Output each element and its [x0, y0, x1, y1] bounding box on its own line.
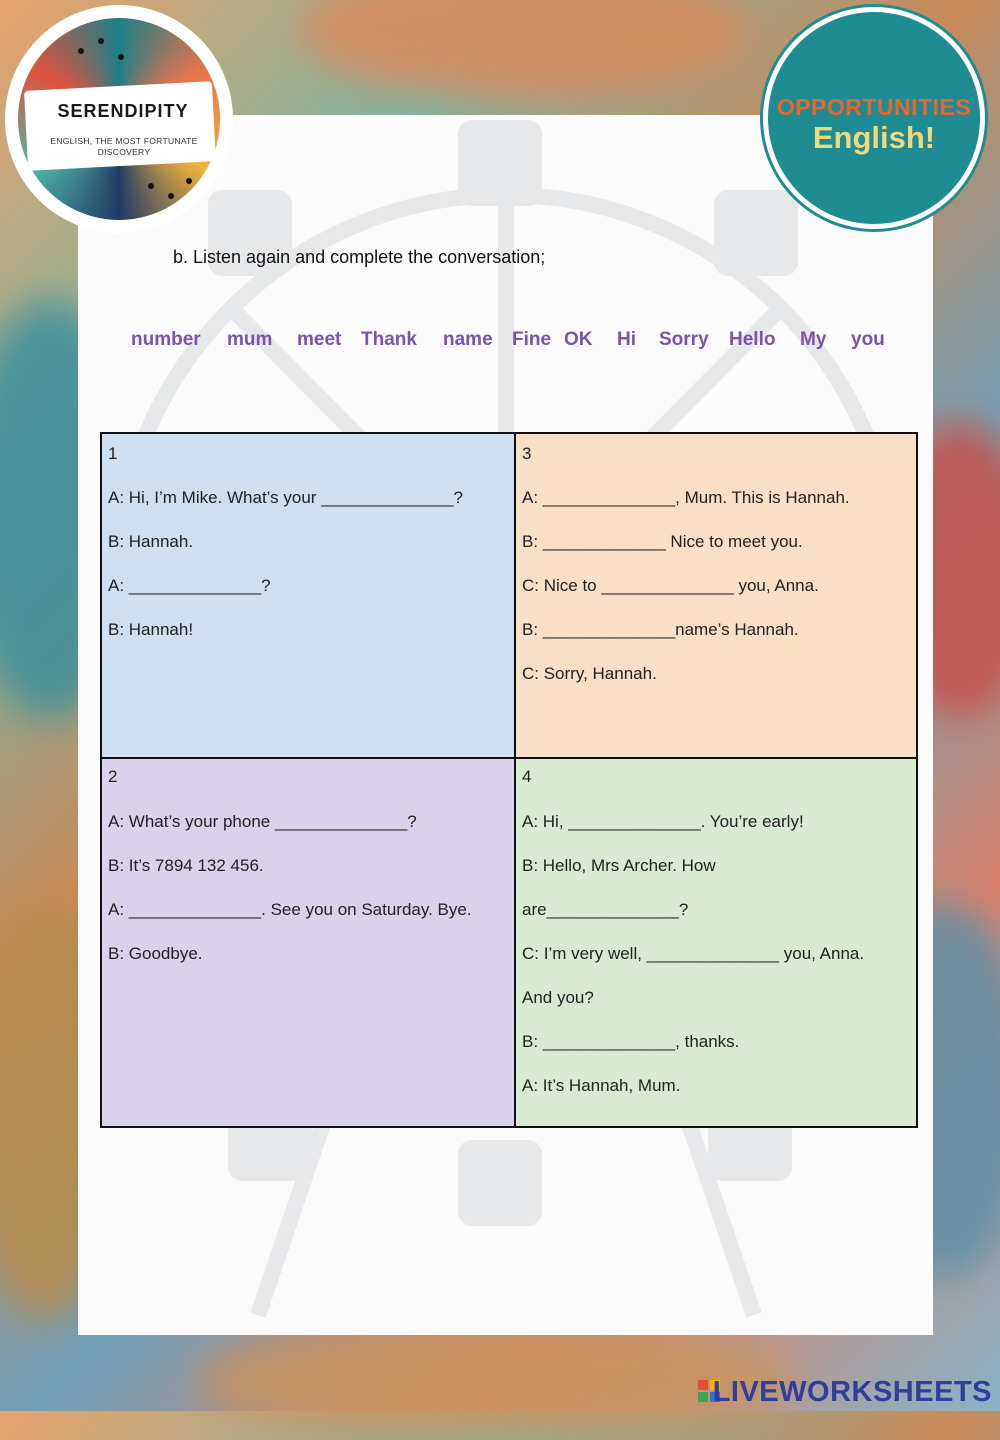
logo-dot [118, 54, 124, 60]
dialogue-line: A: It’s Hannah, Mum. [522, 1076, 681, 1095]
logo-subtitle: English! [812, 120, 936, 155]
word-bank-item[interactable]: Thank [361, 329, 417, 350]
logo-dot [186, 178, 192, 184]
conversation-box-1 [102, 434, 516, 759]
logo-brand-name: SERENDIPITY [57, 101, 189, 121]
word-bank [0, 329, 1000, 355]
dialogue-line: A: ______________, Mum. This is Hannah. [522, 488, 850, 507]
word-bank-item[interactable]: My [800, 329, 827, 350]
dialogue-line: A: ______________? [108, 576, 271, 595]
dialogue-line: B: ______________, thanks. [522, 1032, 740, 1051]
dialogue-line: B: ______________name’s Hannah. [522, 620, 799, 639]
box-number: 1 [108, 444, 118, 463]
conversation-grid [100, 432, 918, 1128]
conversation-box-3 [516, 434, 916, 759]
dialogue-line: are______________? [522, 900, 689, 919]
word-bank-item[interactable]: mum [227, 329, 273, 350]
dialogue-line: A: What’s your phone ______________? [108, 812, 417, 831]
logo-dot [78, 48, 84, 54]
exercise-instruction: b. Listen again and complete the conversation; [173, 247, 546, 267]
dialogue-line: A: ______________. See you on Saturday. Bye. [108, 900, 472, 919]
conversation-box-2 [102, 759, 516, 1126]
word-bank-item[interactable]: Sorry [659, 329, 709, 350]
dialogue-line: B: Hannah. [108, 532, 194, 551]
dialogue-line: C: Sorry, Hannah. [522, 664, 657, 683]
word-bank-item[interactable]: name [443, 329, 493, 350]
word-bank-item[interactable]: Hello [729, 329, 776, 350]
serendipity-logo [8, 8, 230, 230]
dialogue-line: B: Hello, Mrs Archer. How [522, 856, 716, 875]
word-bank-item[interactable]: meet [297, 329, 342, 350]
dialogue-line: B: Hannah! [108, 620, 194, 639]
dialogue-line: A: Hi, ______________. You’re early! [522, 812, 804, 831]
logo-dot [148, 183, 154, 189]
logo-tagline: ENGLISH, THE MOST FORTUNATE DISCOVERY [50, 136, 198, 157]
dialogue-line: B: It’s 7894 132 456. [108, 856, 264, 875]
logo-dot [98, 38, 104, 44]
conversation-box-4 [516, 759, 916, 1126]
opportunities-logo [768, 12, 980, 224]
logo-title: OPPORTUNITIES [776, 94, 972, 120]
word-bank-item[interactable]: OK [564, 329, 593, 350]
dialogue-line: C: Nice to ______________ you, Anna. [522, 576, 819, 595]
box-number: 2 [108, 767, 118, 786]
dialogue-line: B: _____________ Nice to meet you. [522, 532, 803, 551]
word-bank-item[interactable]: Fine [512, 329, 552, 350]
dialogue-line: C: I’m very well, ______________ you, Anna. [522, 944, 865, 963]
logo-dot [168, 193, 174, 199]
word-bank-item[interactable]: you [851, 329, 885, 350]
dialogue-line: A: Hi, I’m Mike. What’s your ______________? [108, 488, 463, 507]
dialogue-line: B: Goodbye. [108, 944, 203, 963]
liveworksheets-footer[interactable]: LIVEWORKSHEETS [712, 1376, 992, 1408]
dialogue-line: And you? [522, 988, 594, 1007]
word-bank-item[interactable]: number [131, 329, 201, 350]
box-number: 4 [522, 767, 532, 786]
word-bank-item[interactable]: Hi [617, 329, 636, 350]
background-paint [300, 0, 750, 100]
box-number: 3 [522, 444, 532, 463]
